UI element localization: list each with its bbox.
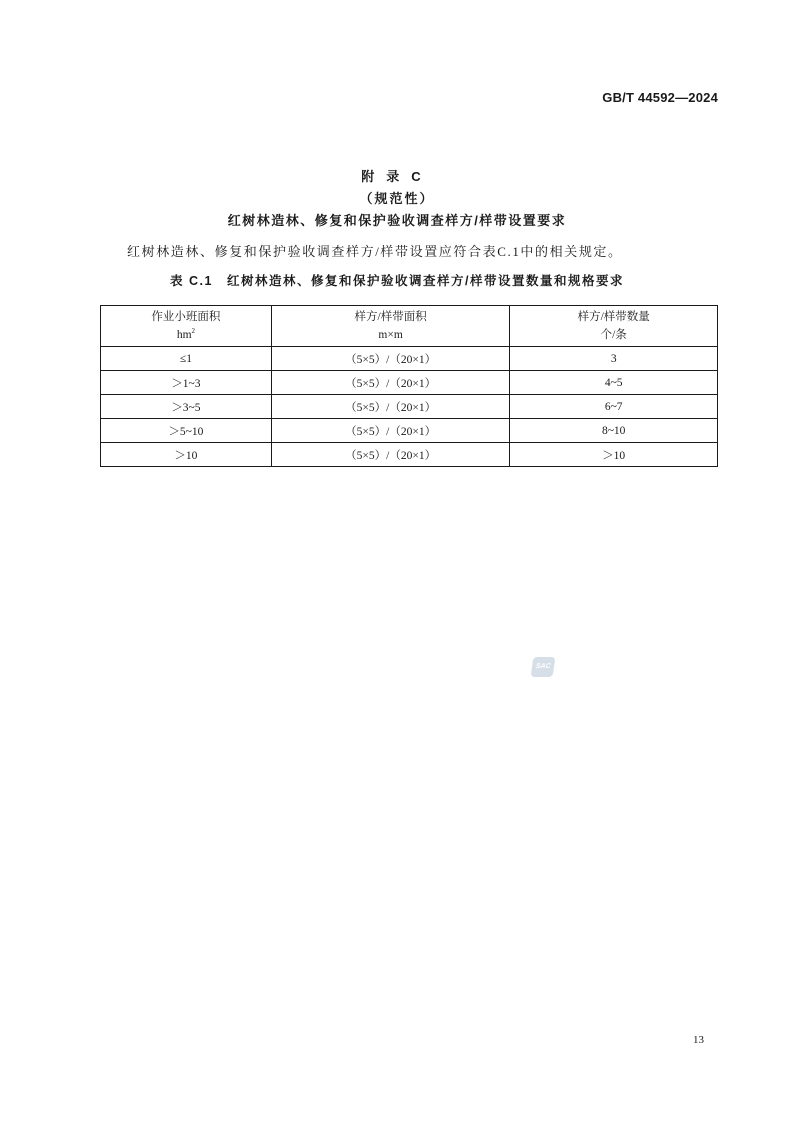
table-row xyxy=(101,395,718,419)
header-unit: m×m xyxy=(378,329,403,341)
cell-count: 8~10 xyxy=(510,419,718,443)
cell-area: ＞10 xyxy=(101,443,272,467)
cell-size: （5×5）/（20×1） xyxy=(271,443,510,467)
annex-title: 附录C xyxy=(361,169,433,184)
table-header-row xyxy=(101,306,718,347)
header-cell-count xyxy=(510,306,718,347)
annex-heading: 红树林造林、修复和保护验收调查样方/样带设置要求 xyxy=(227,213,567,228)
cell-size: （5×5）/（20×1） xyxy=(271,347,510,371)
header-unit: $hm^2$ xyxy=(176,327,196,341)
body-paragraph: 红树林造林、修复和保护验收调查样方/样带设置应符合表C.1中的相关规定。 xyxy=(127,244,623,259)
sac-watermark-logo: SAC xyxy=(531,657,556,677)
header-name: 作业小班面积 xyxy=(151,311,221,323)
header-name: 样方/样带面积 xyxy=(354,311,427,323)
cell-size: （5×5）/（20×1） xyxy=(271,371,510,395)
cell-count: 6~7 xyxy=(510,395,718,419)
header-cell-size xyxy=(271,306,510,347)
table-row xyxy=(101,443,718,467)
table-caption-number: 表 C.1 xyxy=(170,274,213,288)
table-caption xyxy=(0,271,794,289)
spec-table xyxy=(100,305,718,467)
cell-area: ＞5~10 xyxy=(101,419,272,443)
cell-area: ＞3~5 xyxy=(101,395,272,419)
header-name: 样方/样带数量 xyxy=(577,311,650,323)
cell-size: （5×5）/（20×1） xyxy=(271,395,510,419)
table-row xyxy=(101,371,718,395)
cell-count: ＞10 xyxy=(510,443,718,467)
cell-area: ≤1 xyxy=(101,347,272,371)
table-row xyxy=(101,347,718,371)
cell-count: 4~5 xyxy=(510,371,718,395)
annex-nature: （规范性） xyxy=(359,191,435,206)
standard-code: GB/T 44592—2024 xyxy=(602,90,718,105)
cell-area: ＞1~3 xyxy=(101,371,272,395)
header-cell-area xyxy=(101,306,272,347)
cell-size: （5×5）/（20×1） xyxy=(271,419,510,443)
cell-count: 3 xyxy=(510,347,718,371)
table-caption-title: 红树林造林、修复和保护验收调查样方/样带设置数量和规格要求 xyxy=(226,274,624,288)
table-row xyxy=(101,419,718,443)
header-unit: 个/条 xyxy=(600,329,627,341)
page-number: 13 xyxy=(693,1034,704,1046)
